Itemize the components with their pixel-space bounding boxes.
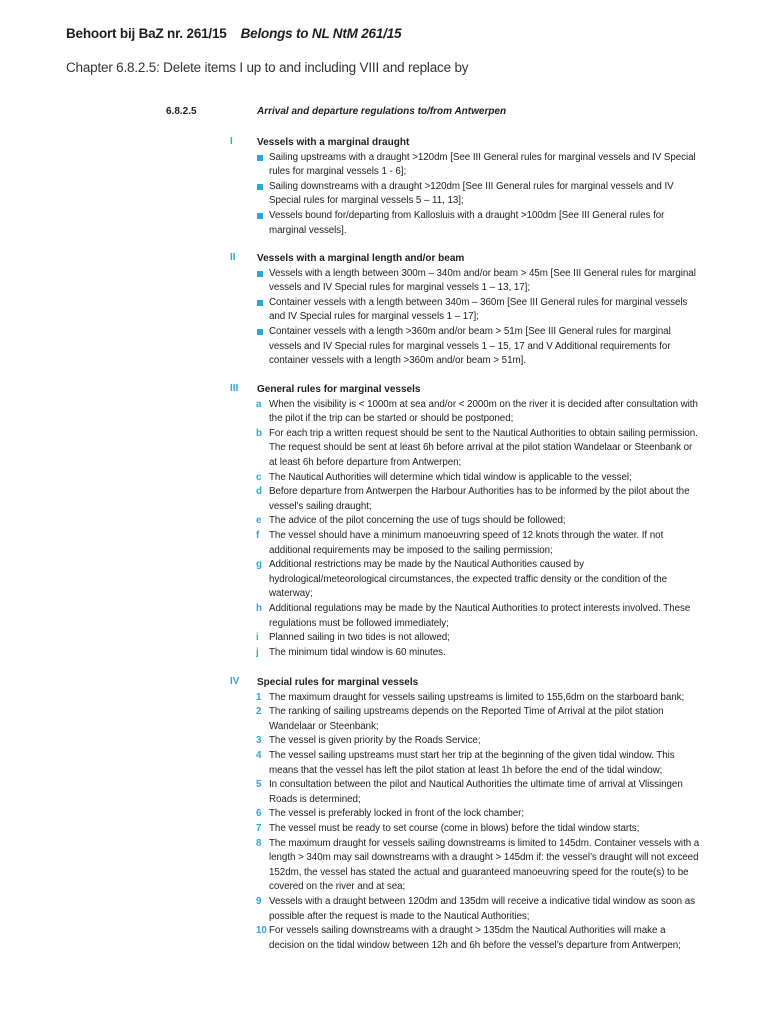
block-title: Vessels with a marginal draught — [257, 137, 410, 148]
page-header — [66, 26, 401, 41]
block-vessels-marginal-draught — [230, 136, 700, 238]
bullet-square-icon — [257, 155, 263, 161]
section-title: Arrival and departure regulations to/from Antwerpen — [257, 106, 507, 117]
list-item: 1 The maximum draught for vessels sailing upstreams is limited to 155,6dm on the starboard bank; — [256, 691, 685, 703]
list-item: d Before departure from Antwerpen the Harbour Authorities has to be informed by the pilot about the vessel’s sailing draught; — [256, 486, 690, 512]
list-item: j The minimum tidal window is 60 minutes. — [256, 646, 446, 658]
chapter-instruction: Chapter 6.8.2.5: Delete items I up to and including VIII and replace by — [66, 60, 469, 75]
lettered-list — [230, 398, 700, 661]
block-title: Special rules for marginal vessels — [257, 677, 419, 688]
bullet-list — [230, 267, 700, 369]
list-item: 5 In consultation between the pilot and Nautical Authorities the ultimate time of arrival at Vlissingen Roads is determined; — [256, 779, 683, 805]
bullet-square-icon — [257, 329, 263, 335]
header-dutch: Behoort bij BaZ nr. 261/15 — [66, 26, 227, 41]
list-item: Vessels bound for/departing from Kallosluis with a draught >100dm [See III General rules for marginal vessels]. — [230, 209, 700, 238]
list-item: c The Nautical Authorities will determine which tidal window is applicable to the vessel; — [256, 471, 632, 483]
list-item: g Additional restrictions may be made by the Nautical Authorities caused by hydrological/meteorological circumstances, the expected traffic density or the condition of the waterway; — [256, 559, 668, 600]
block-vessels-marginal-length — [230, 252, 700, 369]
list-item: i Planned sailing in two tides is not allowed; — [256, 632, 450, 644]
block-general-rules — [230, 383, 700, 660]
bullet-square-icon — [257, 213, 263, 219]
bullet-square-icon — [257, 300, 263, 306]
block-roman-numeral: II — [230, 252, 236, 263]
list-item: 8 The maximum draught for vessels sailing downstreams is limited to 145dm. Container vessels with a length > 340m may sail downstreams with a draught > 145dm if: the vessel’s draught will not exceed 152dm, the vessel has stated the actual and guaranteed manoeuvring speed for the route(s) to be covered on the river and at sea; — [256, 837, 700, 893]
list-item: 2 The ranking of sailing upstreams depends on the Reported Time of Arrival at the pilot station Wandelaar or Steenbank; — [256, 706, 664, 732]
list-item: 3 The vessel is given priority by the Roads Service; — [256, 735, 481, 747]
numbered-list — [230, 691, 700, 954]
list-item: 4 The vessel sailing upstreams must start her trip at the beginning of the given tidal window. This means that the vessel has left the pilot station at least 1h before the end of the tidal window; — [256, 749, 675, 776]
bullet-list — [230, 151, 700, 239]
list-item: 9 Vessels with a draught between 120dm and 135dm will receive a indicative tidal window as soon as possible after the request is made to the Nautical Authorities; — [256, 895, 695, 922]
list-item: f The vessel should have a minimum manoeuvring speed of 12 knots through the water. If not additional requirements may be imposed to the sailing permission; — [256, 529, 664, 556]
block-roman-numeral: I — [230, 136, 233, 147]
list-item: e The advice of the pilot concerning the use of tugs should be followed; — [256, 515, 566, 527]
list-item: h Additional regulations may be made by the Nautical Authorities to protect interests involved. These regulations must be followed immediately; — [256, 602, 691, 629]
list-item: Container vessels with a length between 340m – 360m [See III General rules for marginal vessels and IV Special rules for marginal vessels 1 – 17]; — [230, 296, 700, 325]
list-item: a When the visibility is < 1000m at sea and/or < 2000m on the river it is decided after consultation with the pilot if the trip can be started or should be postponed; — [256, 398, 698, 425]
list-item: Sailing downstreams with a draught >120dm [See III General rules for marginal vessels and IV Special rules for marginal vessels 5 – 11, 13]; — [230, 180, 700, 209]
list-item: 6 The vessel is preferably locked in front of the lock chamber; — [256, 808, 525, 820]
list-item: Vessels with a length between 300m – 340m and/or beam > 45m [See III General rules for marginal vessels and IV Special rules for marginal vessels 1 – 13, 17]; — [230, 267, 700, 296]
block-special-rules — [230, 676, 700, 953]
list-item: 10 For vessels sailing downstreams with a draught > 135dm the Nautical Authorities will make a decision on the tidal window between 12h and 6h before the vessel’s departure from Antwerpen; — [256, 925, 681, 951]
list-item: Container vessels with a length >360m and/or beam > 51m [See III General rules for marginal vessels and IV Special rules for marginal vessels 1 – 15, 17 and V Additional requirements for container vessels with a length >360m and/or beam > 51m]. — [230, 325, 700, 369]
section-number: 6.8.2.5 — [166, 106, 197, 117]
list-item: 7 The vessel must be ready to set course (come in blows) before the tidal window starts; — [256, 822, 640, 834]
list-item: b For each trip a written request should be sent to the Nautical Authorities to obtain sailing permission. The request should be sent at least 6h before arrival at the pilot station Wandelaar or Steenbank or at least 6h before departure from Antwerpen; — [256, 427, 698, 468]
header-english: Belongs to NL NtM 261/15 — [240, 26, 402, 41]
block-roman-numeral: IV — [230, 676, 240, 687]
bullet-square-icon — [257, 184, 263, 190]
list-item: Sailing upstreams with a draught >120dm [See III General rules for marginal vessels and IV Special rules for marginal vessels 1 - 6]; — [230, 151, 700, 180]
block-title: Vessels with a marginal length and/or beam — [257, 253, 465, 264]
block-title: General rules for marginal vessels — [257, 384, 421, 395]
block-roman-numeral: III — [230, 383, 239, 394]
bullet-square-icon — [257, 271, 263, 277]
